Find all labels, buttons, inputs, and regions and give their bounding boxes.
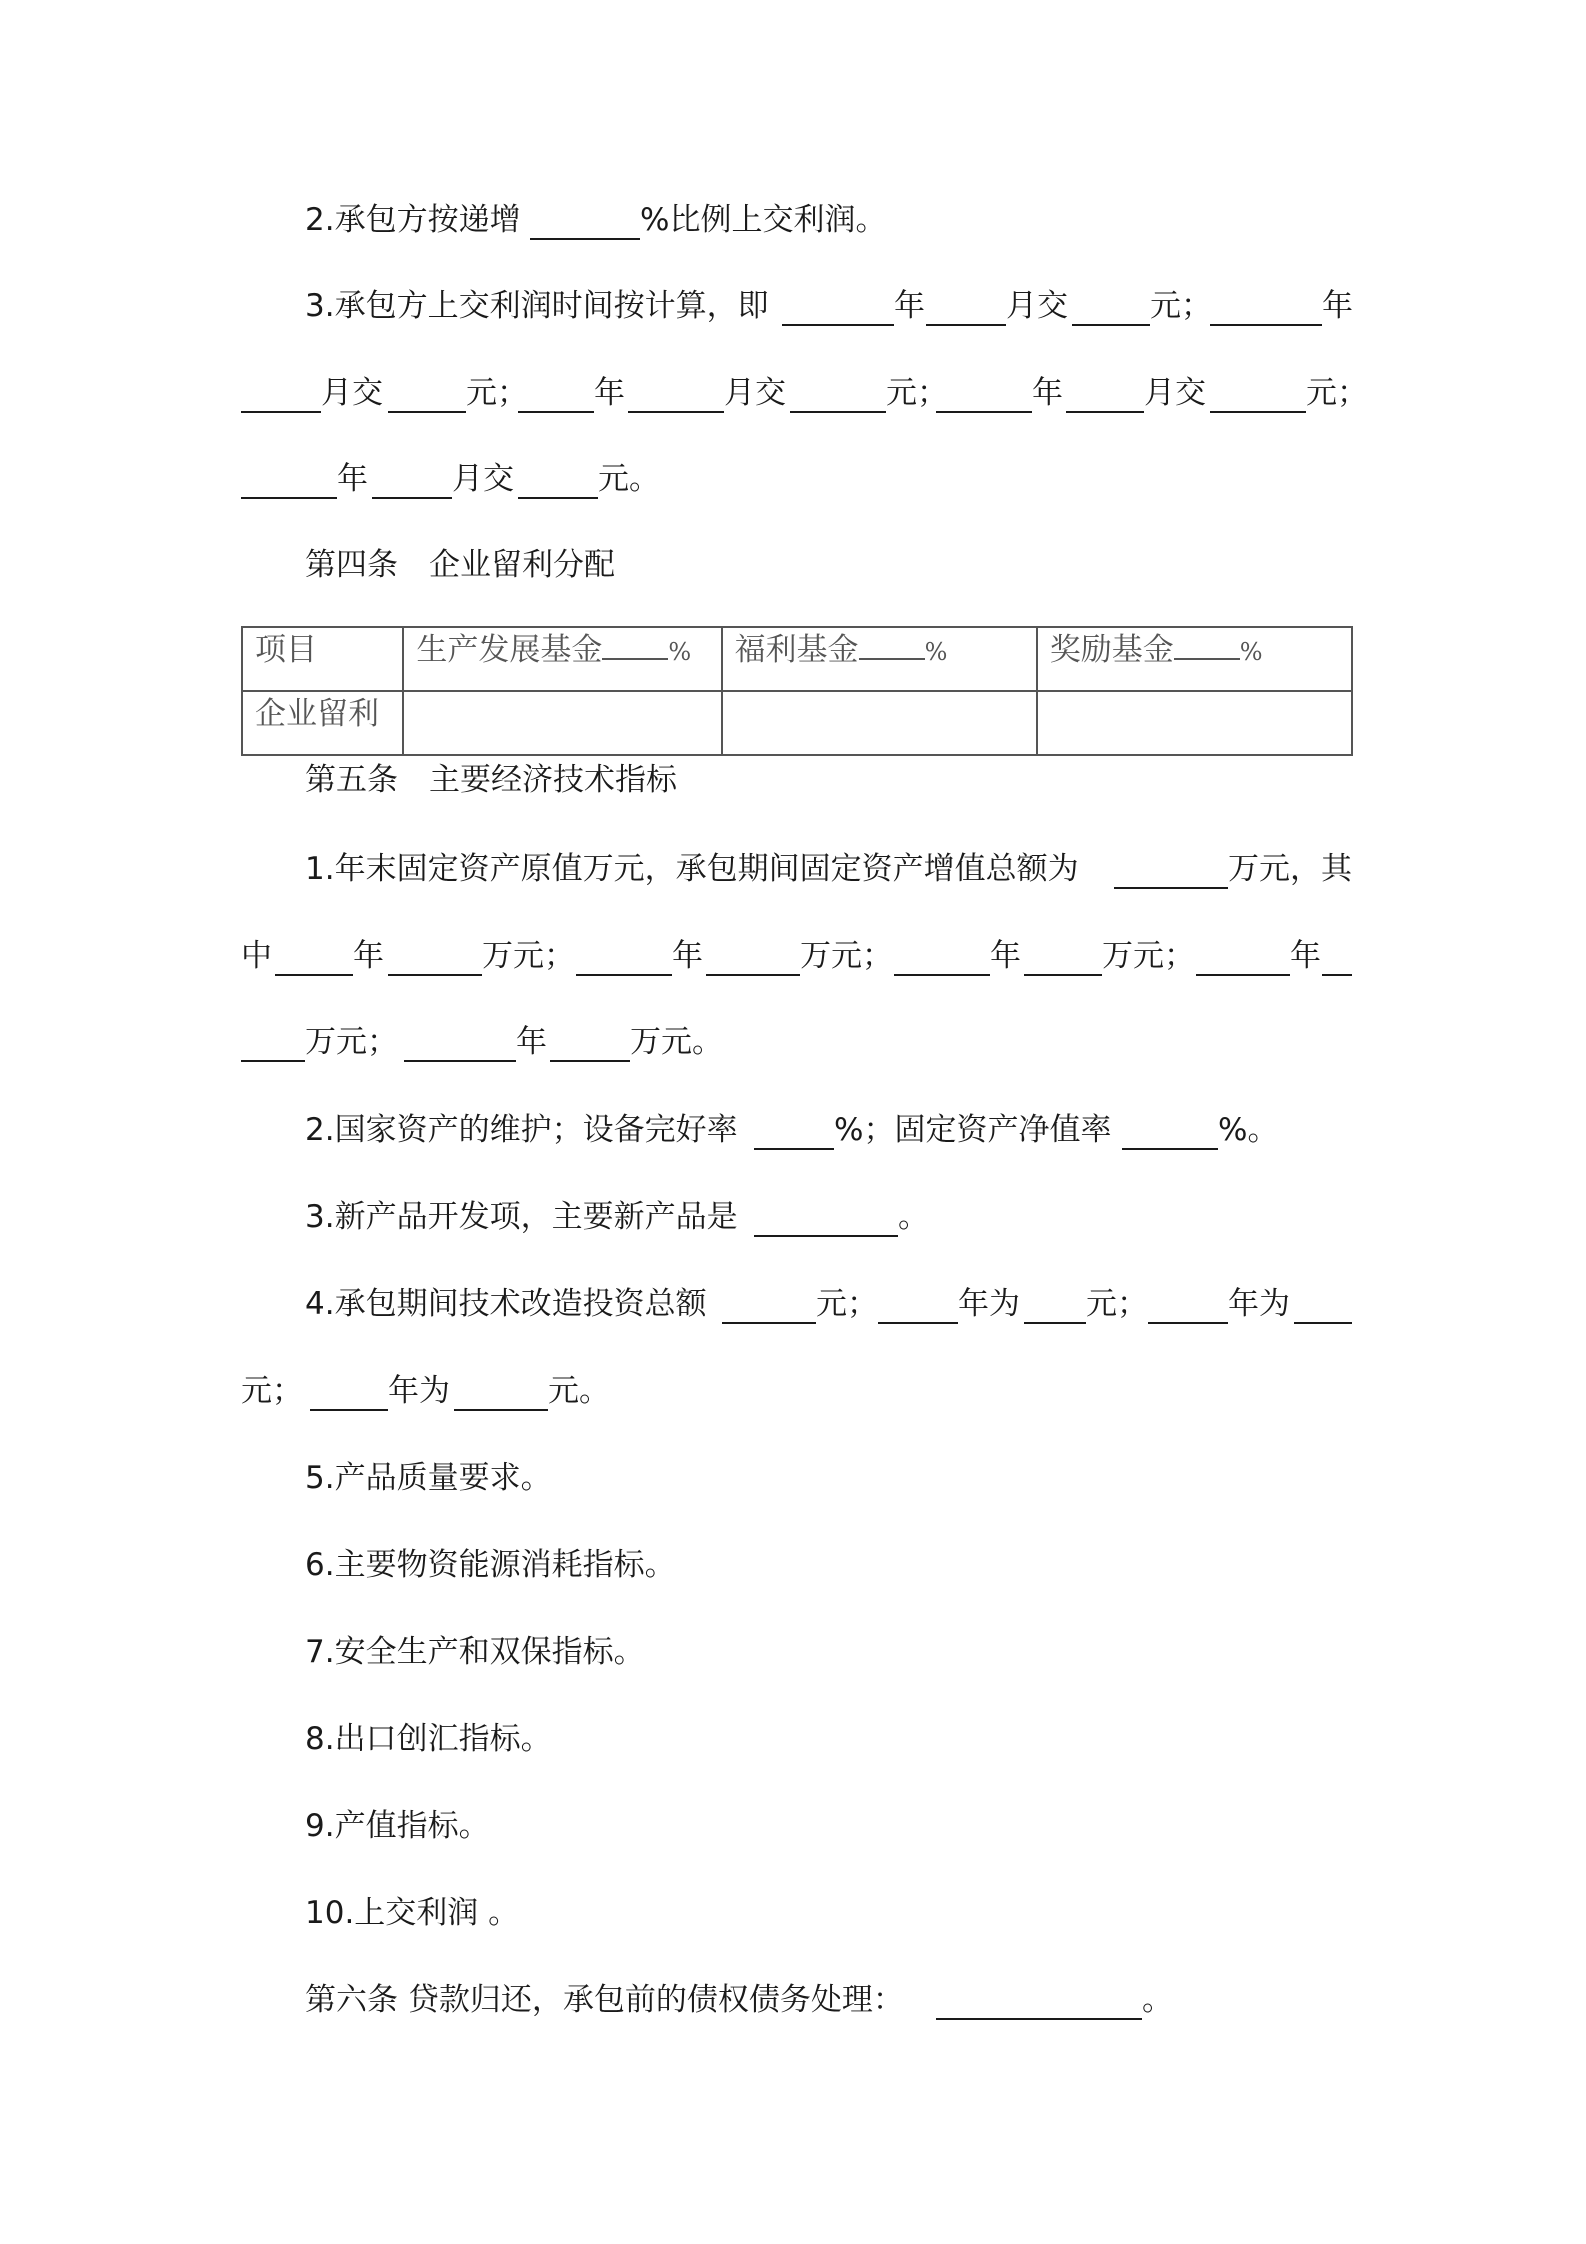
text: %比例上交利润。: [640, 202, 887, 238]
table-cell: [722, 627, 1037, 691]
table-cell: [242, 691, 403, 755]
fill-blank[interactable]: [1024, 1322, 1086, 1324]
fill-blank[interactable]: [1294, 1322, 1352, 1324]
text: 年: [337, 461, 368, 497]
fill-blank[interactable]: [241, 497, 337, 499]
heading-text: 第五条 主要经济技术指标: [305, 762, 677, 798]
cell-label: 奖励基金: [1049, 632, 1174, 668]
text: 。: [898, 1199, 929, 1235]
fill-blank[interactable]: [241, 411, 321, 413]
fill-blank[interactable]: [1114, 887, 1228, 889]
clause-3-3-end: [0, 457, 1586, 501]
clause-5-1: [0, 847, 1586, 891]
fill-blank[interactable]: [628, 411, 724, 413]
text: 元；: [816, 1286, 878, 1322]
text: 万元。: [630, 1024, 723, 1060]
fill-blank[interactable]: [550, 1060, 630, 1062]
fill-blank[interactable]: [790, 411, 886, 413]
text: 元；: [1150, 288, 1212, 324]
fill-blank[interactable]: [706, 974, 800, 976]
fill-blank[interactable]: [518, 411, 594, 413]
text: 。: [1142, 1982, 1173, 2018]
fill-blank[interactable]: [275, 974, 353, 976]
text: 年: [1290, 938, 1321, 974]
clause-5-4-cont: [0, 1369, 1586, 1413]
text: 万元；: [305, 1024, 398, 1060]
fill-blank[interactable]: [1024, 974, 1102, 976]
text: 年为: [1228, 1286, 1290, 1322]
clause-5-6: [0, 1543, 1586, 1587]
article-4-heading: [0, 543, 1586, 587]
table-cell: [403, 627, 721, 691]
text: 3.新产品开发项，主要新产品是: [305, 1199, 738, 1235]
fill-blank[interactable]: [1072, 324, 1150, 326]
fill-blank[interactable]: [754, 1235, 898, 1237]
clause-5-3: [0, 1195, 1586, 1239]
heading-text: 第四条 企业留利分配: [305, 547, 615, 583]
text: 年为: [388, 1373, 450, 1409]
clause-5-2: [0, 1108, 1586, 1152]
fill-blank[interactable]: [1210, 411, 1306, 413]
text: 年: [516, 1024, 547, 1060]
text: 元；: [241, 1373, 303, 1409]
text: 万元；: [800, 938, 893, 974]
text: 1.年末固定资产原值万元，承包期间固定资产增值总额为: [305, 851, 1079, 887]
text: %。: [1218, 1112, 1279, 1148]
text: 6.主要物资能源消耗指标。: [305, 1547, 676, 1583]
fill-blank[interactable]: [1066, 411, 1144, 413]
clause-5-1-cont: [0, 934, 1586, 978]
clause-3-3-cont: [0, 371, 1586, 415]
text: 月交: [1006, 288, 1068, 324]
text: 元。: [598, 461, 660, 497]
text: 年为: [958, 1286, 1020, 1322]
fill-blank[interactable]: [754, 1148, 834, 1150]
fill-blank[interactable]: [878, 1322, 958, 1324]
text: 第六条 贷款归还，承包前的债权债务处理：: [305, 1982, 904, 2018]
clause-5-7: [0, 1630, 1586, 1674]
cell-label: 福利基金: [734, 632, 859, 668]
text: 7.安全生产和双保指标。: [305, 1634, 645, 1670]
fill-blank[interactable]: [454, 1409, 548, 1411]
article-6: [0, 1978, 1586, 2022]
table-row: [242, 691, 1352, 755]
fill-blank[interactable]: [388, 411, 466, 413]
clause-5-5: [0, 1456, 1586, 1500]
fill-blank[interactable]: [1148, 1322, 1228, 1324]
fill-blank[interactable]: [936, 411, 1032, 413]
text: 月交: [321, 375, 383, 411]
text: 万元；: [482, 938, 575, 974]
text: 8.出口创汇指标。: [305, 1721, 552, 1757]
text: 10.上交利润 。: [305, 1895, 520, 1931]
text: 元；: [1306, 375, 1368, 411]
clause-3-2: [0, 198, 1586, 242]
text: 2.国家资产的维护；设备完好率: [305, 1112, 738, 1148]
text: 万元；: [1102, 938, 1195, 974]
table-cell-empty[interactable]: [403, 691, 721, 755]
clause-3-3: [0, 284, 1586, 328]
text: 元；: [886, 375, 948, 411]
cell-label: 生产发展基金: [416, 632, 603, 668]
cell-label: 企业留利: [255, 696, 379, 732]
text: %；固定资产净值率: [834, 1112, 1112, 1148]
fill-blank[interactable]: [1322, 974, 1352, 976]
fill-blank[interactable]: [602, 628, 668, 660]
fill-blank[interactable]: [372, 497, 452, 499]
fill-blank[interactable]: [894, 974, 990, 976]
text: 月交: [452, 461, 514, 497]
text: 中: [241, 938, 272, 974]
retained-profit-table: [241, 626, 1353, 756]
fill-blank[interactable]: [1174, 628, 1240, 660]
fill-blank[interactable]: [1196, 974, 1290, 976]
clause-5-4: [0, 1282, 1586, 1326]
text: 年: [894, 288, 925, 324]
percent-sign: %: [668, 638, 692, 666]
text: 5.产品质量要求。: [305, 1460, 552, 1496]
text: 2.承包方按递增: [305, 202, 521, 238]
clause-5-8: [0, 1717, 1586, 1761]
text: 元；: [1086, 1286, 1148, 1322]
fill-blank[interactable]: [241, 1060, 305, 1062]
text: 4.承包期间技术改造投资总额: [305, 1286, 707, 1322]
fill-blank[interactable]: [576, 974, 672, 976]
table-cell: [242, 627, 403, 691]
percent-sign: %: [1239, 638, 1263, 666]
text: 月交: [1144, 375, 1206, 411]
text: 年: [990, 938, 1021, 974]
fill-blank[interactable]: [859, 628, 925, 660]
fill-blank[interactable]: [530, 238, 640, 240]
clause-5-1-end: [0, 1020, 1586, 1064]
fill-blank[interactable]: [782, 324, 894, 326]
text: 元；: [466, 375, 528, 411]
fill-blank[interactable]: [1210, 324, 1322, 326]
cell-label: 项目: [255, 632, 317, 668]
fill-blank[interactable]: [936, 2018, 1142, 2020]
text: 年: [672, 938, 703, 974]
text: 元。: [548, 1373, 610, 1409]
text: 万元，其: [1228, 851, 1352, 887]
text: 年: [1032, 375, 1063, 411]
fill-blank[interactable]: [1122, 1148, 1218, 1150]
article-5-heading: [0, 758, 1586, 802]
table-cell: [1037, 627, 1352, 691]
fill-blank[interactable]: [518, 497, 598, 499]
fill-blank[interactable]: [388, 974, 482, 976]
text: 3.承包方上交利润时间按计算，即: [305, 288, 769, 324]
text: 年: [594, 375, 625, 411]
fill-blank[interactable]: [722, 1322, 816, 1324]
clause-5-9: [0, 1804, 1586, 1848]
table-cell-empty[interactable]: [722, 691, 1037, 755]
text: 年: [353, 938, 384, 974]
text: 月交: [724, 375, 786, 411]
table-header-row: [242, 627, 1352, 691]
fill-blank[interactable]: [310, 1409, 388, 1411]
text: 年: [1322, 288, 1353, 324]
clause-5-10: [0, 1891, 1586, 1935]
fill-blank[interactable]: [404, 1060, 516, 1062]
text: 9.产值指标。: [305, 1808, 490, 1844]
fill-blank[interactable]: [926, 324, 1006, 326]
percent-sign: %: [924, 638, 948, 666]
table-cell-empty[interactable]: [1037, 691, 1352, 755]
